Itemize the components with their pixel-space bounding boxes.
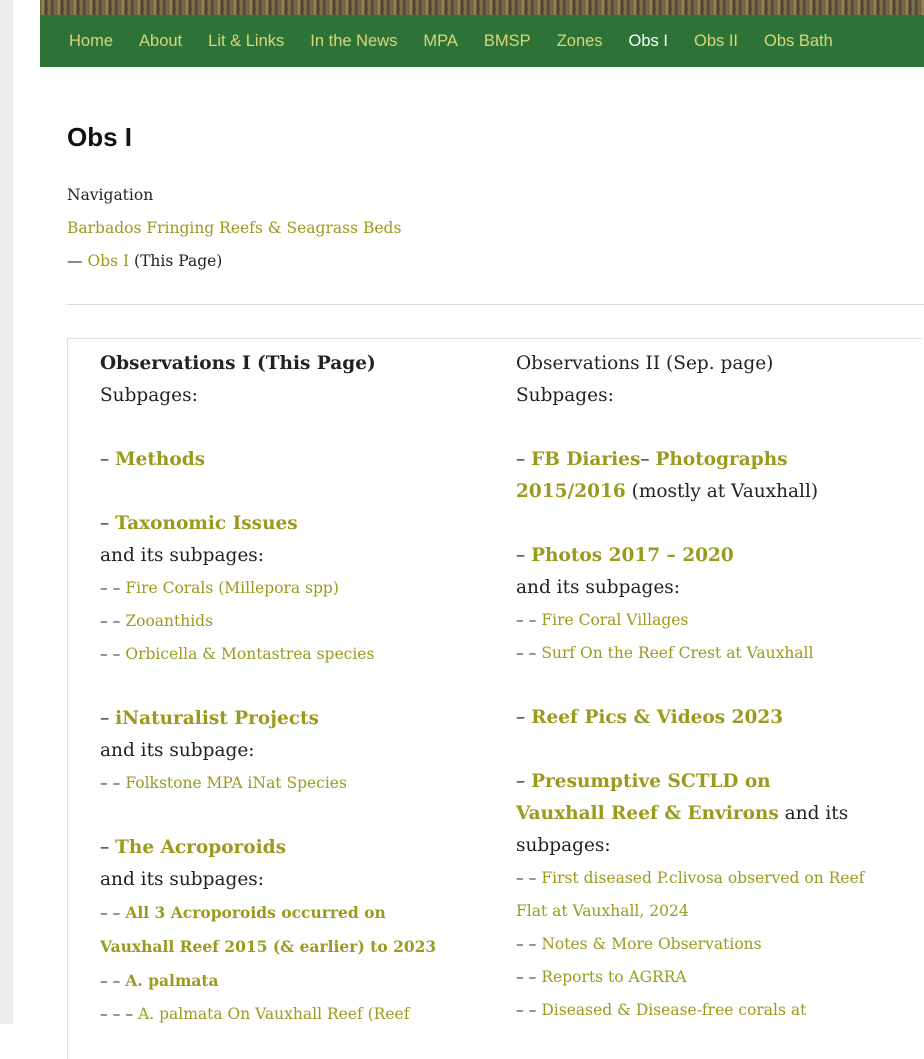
reports-agrra-link[interactable]: Reports to AGRRA [541,968,687,986]
subpages-note: and its subpages: [100,869,265,890]
prefix: – – [516,1001,542,1019]
nav-item-obs-i[interactable]: Obs I [628,31,668,50]
current-page-link[interactable]: Obs I [87,252,130,270]
nav-item-zones[interactable]: Zones [556,31,603,50]
surf-reef-crest-link[interactable]: Surf On the Reef Crest at Vauxhall [541,644,814,662]
subpage-note: and its subpage: [100,740,255,761]
breadcrumb [67,179,401,278]
nav-item-lit-links[interactable]: Lit & Links [208,31,285,50]
right-subpages-label: Subpages: [516,385,614,406]
all-3-acroporoids-link-cont[interactable]: Vauxhall Reef 2015 (& earlier) to 2023 [100,937,437,956]
prefix: – – [100,972,126,990]
presumptive-sctld-link[interactable]: Presumptive SCTLD on [531,771,771,792]
subpages-note: and its subpages: [100,545,265,566]
page-title: Obs I [67,122,133,152]
prefix: – [100,513,116,534]
nav-item-about[interactable]: About [139,31,183,50]
parent-page-link[interactable]: Barbados Fringing Reefs & Seagrass Beds [67,219,402,237]
fire-corals-link[interactable]: Fire Corals (Millepora spp) [125,579,339,597]
a-palmata-link[interactable]: A. palmata [125,971,219,990]
prefix: – – [100,645,126,663]
page-gutter [0,0,13,1024]
acroporoids-link[interactable]: The Acroporoids [115,837,287,858]
prefix: – – [516,935,542,953]
methods-link[interactable]: Methods [115,449,206,470]
dash: – [640,449,656,470]
taxonomic-issues-link[interactable]: Taxonomic Issues [115,513,298,534]
fb-suffix: (mostly at Vauxhall) [625,481,819,502]
notes-observations-link[interactable]: Notes & More Observations [541,935,762,953]
sctld-suffix: and its [778,803,849,824]
divider [67,304,924,305]
prefix: – [516,545,532,566]
first-diseased-pclivosa-link-cont[interactable]: Flat at Vauxhall, 2024 [516,902,689,920]
all-3-acroporoids-link[interactable]: All 3 Acroporoids occurred on [125,903,386,922]
prefix: – – [516,968,542,986]
prefix: – [516,771,532,792]
header-banner-image [40,0,924,15]
folkstone-inat-link[interactable]: Folkstone MPA iNat Species [125,774,347,792]
a-palmata-vauxhall-link[interactable]: A. palmata On Vauxhall Reef (Reef [138,1005,410,1023]
subpages-note: and its subpages: [516,577,681,598]
nav-item-obs-bath[interactable]: Obs Bath [764,31,833,50]
right-column [516,348,911,1027]
reef-pics-videos-link[interactable]: Reef Pics & Videos 2023 [531,707,784,728]
prefix: – – [100,579,126,597]
vauxhall-reef-environs-link[interactable]: Vauxhall Reef & Environs [516,803,779,824]
inaturalist-projects-link[interactable]: iNaturalist Projects [115,708,319,729]
prefix: – – [516,644,542,662]
right-heading: Observations II (Sep. page) [516,353,774,374]
fire-coral-villages-link[interactable]: Fire Coral Villages [541,611,689,629]
subpages-note: subpages: [516,835,611,856]
nav-item-mpa[interactable]: MPA [423,31,458,50]
diseased-disease-free-link[interactable]: Diseased & Disease-free corals at [541,1001,807,1019]
fb-diaries-link[interactable]: FB Diaries [531,449,641,470]
orbicella-link[interactable]: Orbicella & Montastrea species [125,645,375,663]
left-subpages-label: Subpages: [100,385,198,406]
left-heading: Observations I (This Page) [100,353,376,374]
nav-item-home[interactable]: Home [69,31,114,50]
prefix: – [100,449,116,470]
breadcrumb-dash: — [67,252,83,270]
photographs-link[interactable]: Photographs [655,449,788,470]
prefix: – – [100,612,126,630]
photos-2017-2020-link[interactable]: Photos 2017 – 2020 [531,545,734,566]
zooanthids-link[interactable]: Zooanthids [125,612,214,630]
main-nav [40,15,924,67]
prefix: – – [100,904,126,922]
prefix: – – [516,869,542,887]
prefix: – [100,837,116,858]
nav-item-in-the-news[interactable]: In the News [310,31,398,50]
nav-item-obs-ii[interactable]: Obs II [693,31,738,50]
nav-item-bmsp[interactable]: BMSP [483,31,531,50]
current-page-suffix: (This Page) [134,252,223,270]
prefix: – – [516,611,542,629]
navigation-label: Navigation [67,186,154,204]
prefix: – – [100,774,126,792]
photographs-year-link[interactable]: 2015/2016 [516,481,626,502]
first-diseased-pclivosa-link[interactable]: First diseased P.clivosa observed on Reef [541,869,865,887]
prefix: – – – [100,1005,139,1023]
prefix: – [516,449,532,470]
prefix: – [516,707,532,728]
left-column [100,348,495,1031]
prefix: – [100,708,116,729]
